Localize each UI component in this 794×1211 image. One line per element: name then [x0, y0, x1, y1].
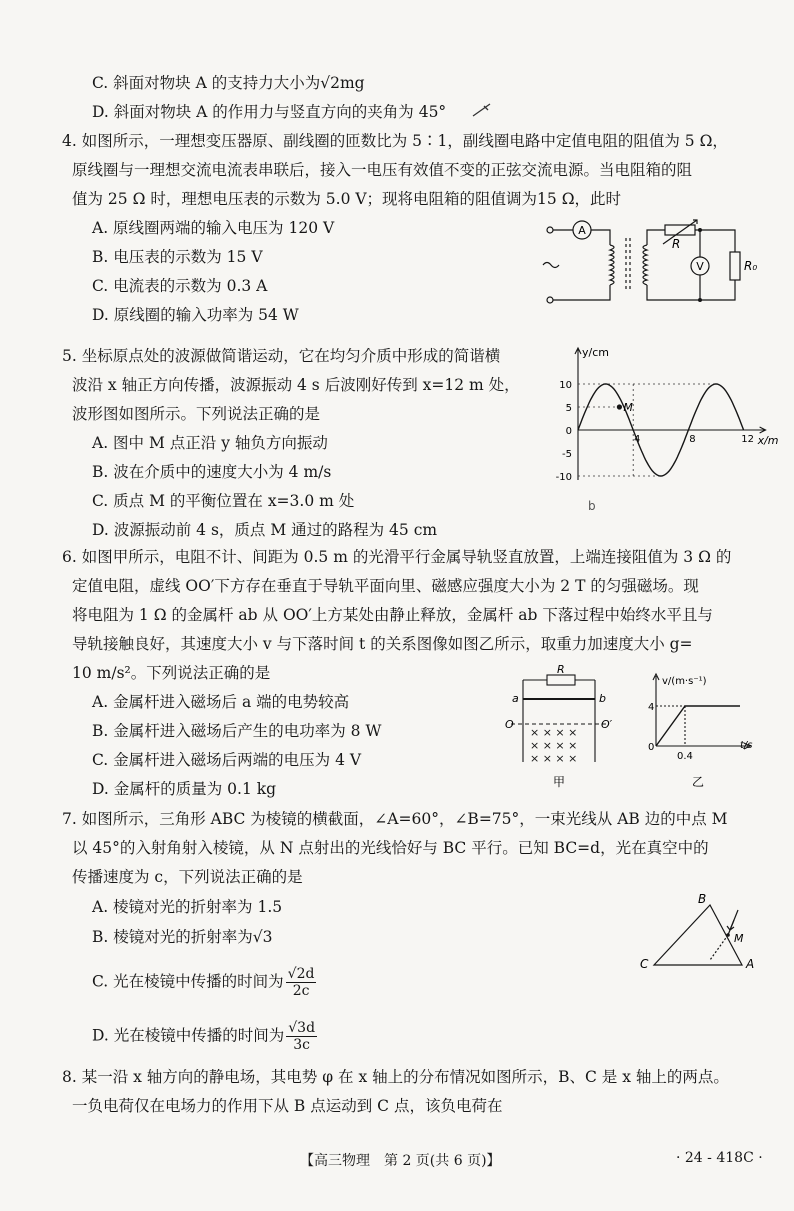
- ammeter-label: A: [578, 224, 586, 237]
- q6-option-b: B. 金属杆进入磁场后产生的电功率为 8 W: [92, 722, 382, 740]
- q5-stem-3: 波形图如图所示。下列说法正确的是: [72, 405, 321, 423]
- q7-option-c: [92, 966, 316, 999]
- q7-option-b: B. 棱镜对光的折射率为√3: [92, 928, 273, 946]
- wave-graph: [548, 338, 779, 523]
- r0-symbol: [730, 252, 740, 280]
- x-tick-label: 8: [689, 434, 696, 445]
- wave-y-axis-label: y/cm: [582, 346, 609, 359]
- q7-option-c-denominator: 2c: [292, 983, 310, 999]
- q3-option-d: D. 斜面对物块 A 的作用力与竖直方向的夹角为 45°: [92, 103, 447, 121]
- point-m-label: M: [623, 401, 633, 414]
- q3-option-c: C. 斜面对物块 A 的支持力大小为√2mg: [92, 74, 365, 92]
- vt-y-label: v/(m·s⁻¹): [662, 676, 707, 687]
- q7-option-d-denominator: 3c: [293, 1037, 310, 1053]
- vt-x-label: t/s: [740, 740, 753, 751]
- q7-option-d-numerator: √3d: [288, 1020, 316, 1036]
- q7-option-c-fraction: [286, 966, 317, 999]
- q6-stem-3: 将电阻为 1 Ω 的金属杆 ab 从 OO′上方某处由静止释放，金属杆 ab 下落过程中始终水平且与: [72, 606, 713, 624]
- rail-diagram: [505, 662, 615, 792]
- q7-option-d-text: D. 光在棱镜中传播的时间为: [92, 1026, 285, 1045]
- vertex-a: A: [746, 957, 755, 971]
- q5-option-d: D. 波源振动前 4 s，质点 M 通过的路程为 45 cm: [92, 521, 438, 539]
- q6-stem-4: 导轨接触良好，其速度大小 v 与下落时间 t 的关系图像如图乙所示，取重力加速度大小 g=: [72, 635, 693, 653]
- q6-stem-1: 6. 如图甲所示，电阻不计、间距为 0.5 m 的光滑平行金属导轨竖直放置，上端连接阻值为 3 Ω 的: [62, 548, 732, 566]
- q4-option-c: C. 电流表的示数为 0.3 A: [92, 277, 268, 295]
- o-prime-label: O′: [601, 718, 613, 731]
- y-tick-label: -10: [555, 472, 572, 483]
- prism-diagram: [630, 890, 770, 980]
- exam-code: · 24 - 418C ·: [676, 1150, 763, 1166]
- q7-stem-2: 以 45°的入射角射入棱镜，从 N 点射出的光线恰好与 BC 平行。已知 BC=d，光在真空中的: [72, 839, 709, 857]
- point-m: [617, 404, 622, 409]
- handwritten-note: b: [588, 499, 596, 513]
- wave-x-axis: [578, 427, 766, 433]
- x-tick-label: 4: [634, 434, 641, 445]
- b-label: b: [599, 692, 606, 705]
- q6-option-a: A. 金属杆进入磁场后 a 端的电势较高: [92, 693, 350, 711]
- q6-stem-5: 10 m/s²。下列说法正确的是: [72, 664, 271, 682]
- q6-stem-2: 定值电阻，虚线 OO′下方存在垂直于导轨平面向里、磁感应强度大小为 2 T 的匀强磁场。现: [72, 577, 699, 595]
- q4-stem-3: 值为 25 Ω 时，理想电压表的示数为 5.0 V；现将电阻箱的阻值调为15 Ω，此时: [72, 190, 622, 208]
- svg-text:× × × ×: × × × ×: [530, 739, 578, 752]
- vertex-b: B: [698, 892, 707, 906]
- vertex-c: C: [640, 957, 649, 971]
- y-tick-label: -5: [562, 449, 572, 460]
- q4-option-b: B. 电压表的示数为 15 V: [92, 248, 263, 266]
- q4-stem-1: 4. 如图所示，一理想变压器原、副线圈的匝数比为 5∶1，副线圈电路中定值电阻的阻值为 5 Ω，: [62, 132, 728, 150]
- resistor-symbol: [547, 675, 575, 685]
- y-tick-label: 0: [565, 426, 572, 437]
- vt-x-tick: 0.4: [677, 751, 693, 762]
- a-label: a: [512, 692, 519, 705]
- velocity-time-graph: [640, 668, 765, 793]
- rbox-label: R: [672, 237, 681, 251]
- q6-option-d: D. 金属杆的质量为 0.1 kg: [92, 780, 277, 798]
- q4-stem-2: 原线圈与一理想交流电流表串联后，接入一电压有效值不变的正弦交流电源。当电阻箱的阻: [72, 161, 693, 179]
- fig-yi-caption: 乙: [692, 775, 705, 789]
- wave-y-axis: [575, 348, 581, 480]
- page-footer: 【高三物理 第 2 页(共 6 页)】: [300, 1153, 501, 1169]
- q6-option-c: C. 金属杆进入磁场后两端的电压为 4 V: [92, 751, 362, 769]
- q5-stem-1: 5. 坐标原点处的波源做简谐运动，它在均匀介质中形成的简谐横: [62, 347, 501, 365]
- q7-option-c-text: C. 光在棱镜中传播的时间为: [92, 972, 284, 991]
- fig-jia-caption: 甲: [553, 775, 566, 789]
- q7-option-d-fraction: [286, 1020, 317, 1053]
- q7-option-d: [92, 1020, 317, 1053]
- wave-x-axis-label: x/m: [757, 434, 779, 447]
- q8-stem-2: 一负电荷仅在电场力的作用下从 B 点运动到 C 点，该负电荷在: [72, 1097, 503, 1115]
- point-m-prism: M: [734, 932, 744, 945]
- svg-text:× × × ×: × × × ×: [530, 752, 578, 765]
- voltmeter-label: V: [696, 260, 704, 273]
- resistance-box-symbol: [665, 225, 695, 235]
- r-label: R: [557, 663, 565, 676]
- y-tick-label: 5: [565, 403, 572, 414]
- q7-option-a: A. 棱镜对光的折射率为 1.5: [92, 898, 283, 916]
- q8-stem-1: 8. 某一沿 x 轴方向的静电场，其电势 φ 在 x 轴上的分布情况如图所示，B、C 是 x 轴上的两点。: [62, 1068, 729, 1086]
- check-mark: [470, 98, 494, 122]
- vt-y-tick: 4: [648, 702, 655, 713]
- q7-option-c-numerator: √2d: [287, 966, 315, 982]
- transformer-circuit-diagram: [535, 210, 770, 318]
- svg-text:× × × ×: × × × ×: [530, 726, 578, 739]
- r0-label: R₀: [744, 259, 758, 273]
- y-tick-label: 10: [559, 380, 572, 391]
- q7-stem-3: 传播速度为 c，下列说法正确的是: [72, 868, 303, 886]
- o-label: O: [505, 718, 514, 731]
- vt-origin: 0: [648, 742, 655, 753]
- q5-option-b: B. 波在介质中的速度大小为 4 m/s: [92, 463, 332, 481]
- x-tick-label: 12: [741, 434, 754, 445]
- q5-stem-2: 波沿 x 轴正方向传播，波源振动 4 s 后波刚好传到 x=12 m 处，: [72, 376, 520, 394]
- q7-stem-1: 7. 如图所示，三角形 ABC 为棱镜的横截面，∠A=60°，∠B=75°，一束光线从 AB 边的中点 M: [62, 810, 728, 828]
- q4-option-a: A. 原线圈两端的输入电压为 120 V: [92, 219, 335, 237]
- q4-option-d: D. 原线圈的输入功率为 54 W: [92, 306, 299, 324]
- q5-option-c: C. 质点 M 的平衡位置在 x=3.0 m 处: [92, 492, 355, 510]
- q5-option-a: A. 图中 M 点正沿 y 轴负方向振动: [92, 434, 328, 452]
